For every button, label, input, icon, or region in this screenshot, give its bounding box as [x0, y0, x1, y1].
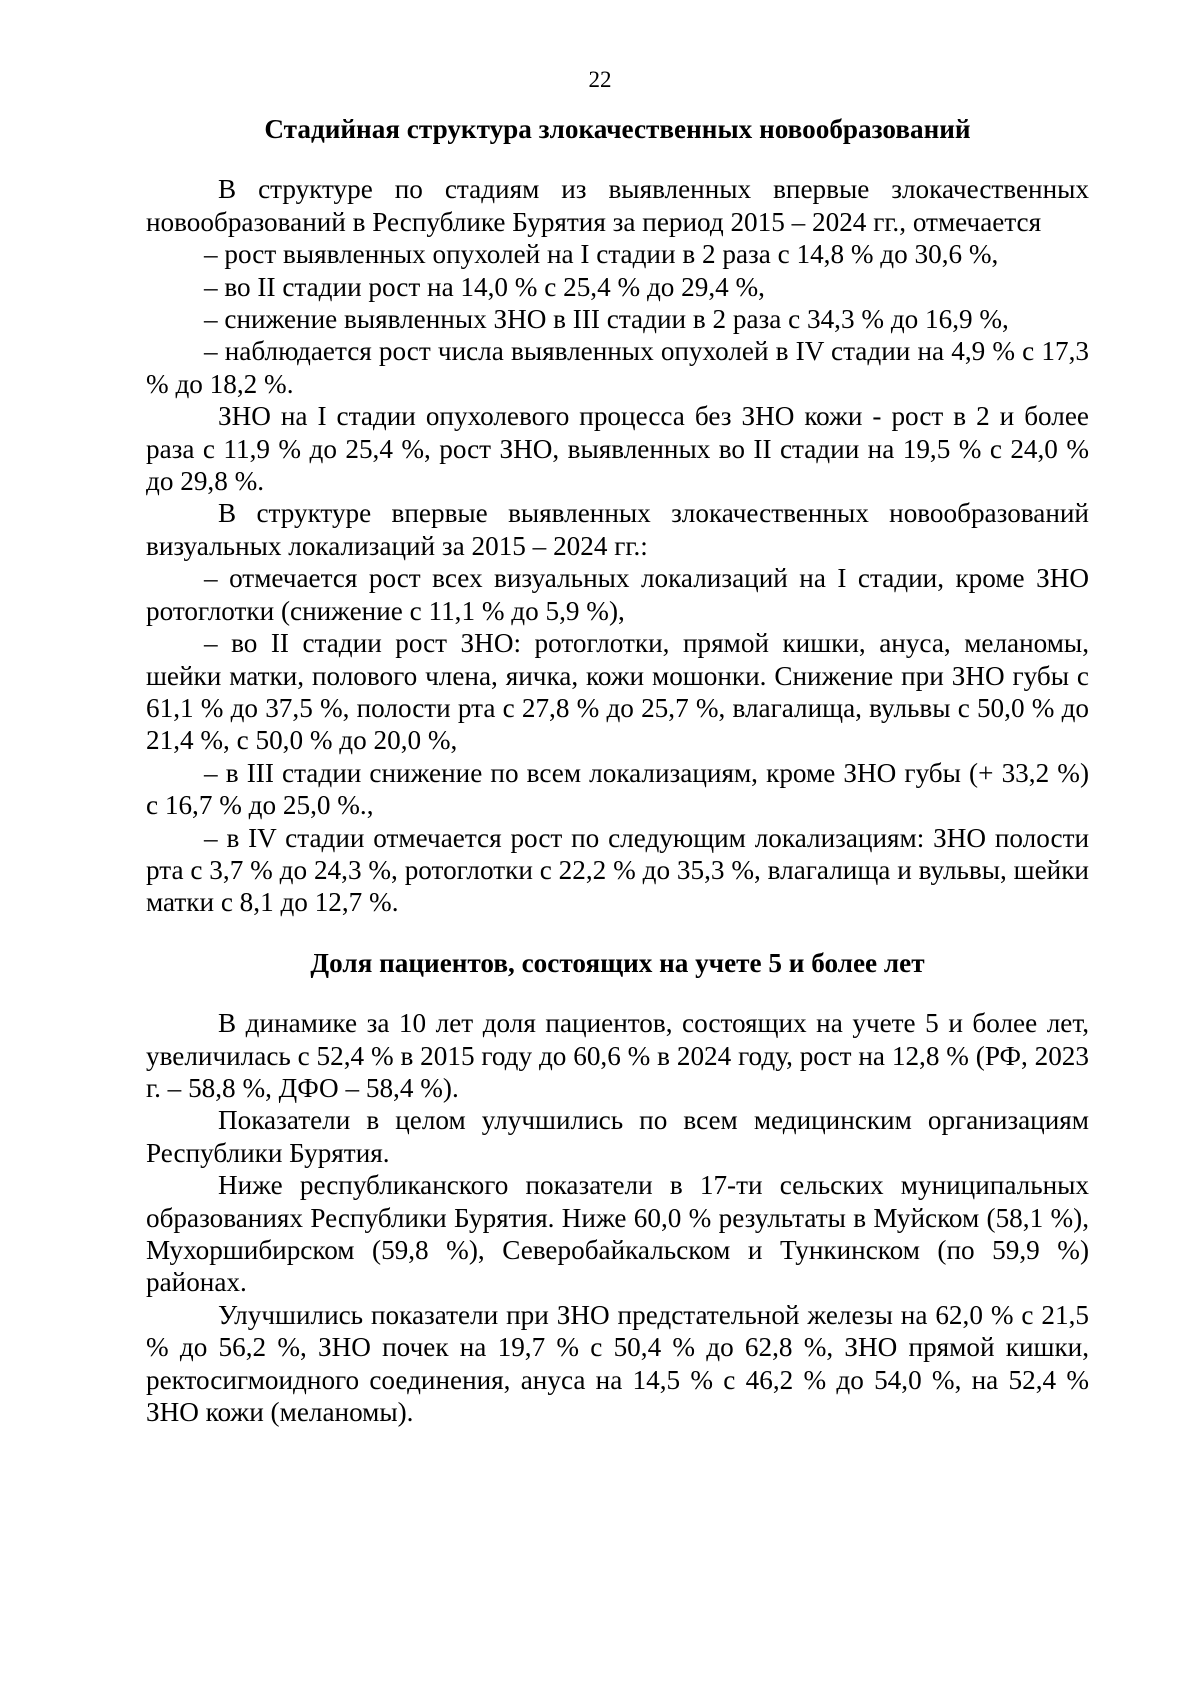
bullet-stage-1: – рост выявленных опухолей на I стадии в 2 раза с 14,8 % до 30,6 %,: [204, 239, 999, 270]
paragraph-visual-localizations: В структуре впервые выявленных злокачественных новообразований визуальных локализаций за 2015 – 2024 гг.:: [146, 498, 1089, 561]
bullet-stage-3: – снижение выявленных ЗНО в III стадии в 2 раза с 34,3 % до 16,9 %,: [204, 304, 1009, 335]
paragraph-rural-districts: Ниже республиканского показатели в 17-ти сельских муниципальных образованиях Республики Бурятия. Ниже 60,0 % результаты в Муйском (58,1 %), Мухоршибирском (59,8 %), Северобайкальском и Тункинском (по 59,9 %) районах.: [146, 1170, 1089, 1298]
paragraph-improvement: Показатели в целом улучшились по всем медицинским организациям Республики Бурятия.: [146, 1105, 1089, 1168]
bullet-visual-stage-2: – во II стадии рост ЗНО: ротоглотки, прямой кишки, ануса, меланомы, шейки матки, полового члена, яичка, кожи мошонки. Снижение при ЗНО губы с 61,1 % до 37,5 %, полости рта с 27,8 % до 25,7 %, влагалища, вульвы с 50,0 % до 21,4 %, с 50,0 % до 20,0 %,: [146, 628, 1089, 756]
bullet-visual-stage-1: – отмечается рост всех визуальных локализаций на I стадии, кроме ЗНО ротоглотки (снижение с 11,1 % до 5,9 %),: [146, 563, 1089, 626]
page-content: [146, 113, 1089, 1428]
bullet-visual-stage-3: – в III стадии снижение по всем локализациям, кроме ЗНО губы (+ 33,2 %) с 16,7 % до 25,0 %.,: [146, 757, 1089, 821]
page-number: 22: [588, 67, 612, 92]
bullet-stage-2: – во II стадии рост на 14,0 % с 25,4 % до 29,4 %,: [204, 271, 765, 302]
paragraph-dynamics: В динамике за 10 лет доля пациентов, состоящих на учете 5 и более лет, увеличилась с 52,4 % в 2015 году до 60,6 % в 2024 году, рост на 12,8 % (РФ, 2023 г. – 58,8 %, ДФО – 58,4 %).: [146, 1008, 1089, 1103]
bullet-visual-stage-4: – в IV стадии отмечается рост по следующим локализациям: ЗНО полости рта с 3,7 % до 24,3 %, ротоглотки с 22,2 % до 35,3 %, влагалища и вульвы, шейки матки с 8,1 до 12,7 %.: [146, 822, 1089, 918]
bullet-stage-4: – наблюдается рост числа выявленных опухолей в IV стадии на 4,9 % с 17,3 % до 18,2 %.: [146, 336, 1089, 399]
paragraph-without-skin: ЗНО на I стадии опухолевого процесса без ЗНО кожи - рост в 2 и более раза с 11,9 % до 25,4 %, рост ЗНО, выявленных во II стадии на 19,5 % с 24,0 % до 29,8 %.: [146, 401, 1089, 497]
section-heading-stage-structure: Стадийная структура злокачественных новообразований: [264, 114, 971, 144]
section-heading-five-year-patients: Доля пациентов, состоящих на учете 5 и более лет: [310, 947, 925, 978]
paragraph-stage-intro: В структуре по стадиям из выявленных впервые злокачественных новообразований в Республике Бурятия за период 2015 – 2024 гг., отмечается: [146, 174, 1089, 237]
paragraph-localization-improvements: Улучшились показатели при ЗНО предстательной железы на 62,0 % с 21,5 % до 56,2 %, ЗНО почек на 19,7 % с 50,4 % до 62,8 %, ЗНО прямой кишки, ректосигмоидного соединения, ануса на 14,5 % с 46,2 % до 54,0 %, на 52,4 % ЗНО кожи (меланомы).: [146, 1299, 1089, 1428]
